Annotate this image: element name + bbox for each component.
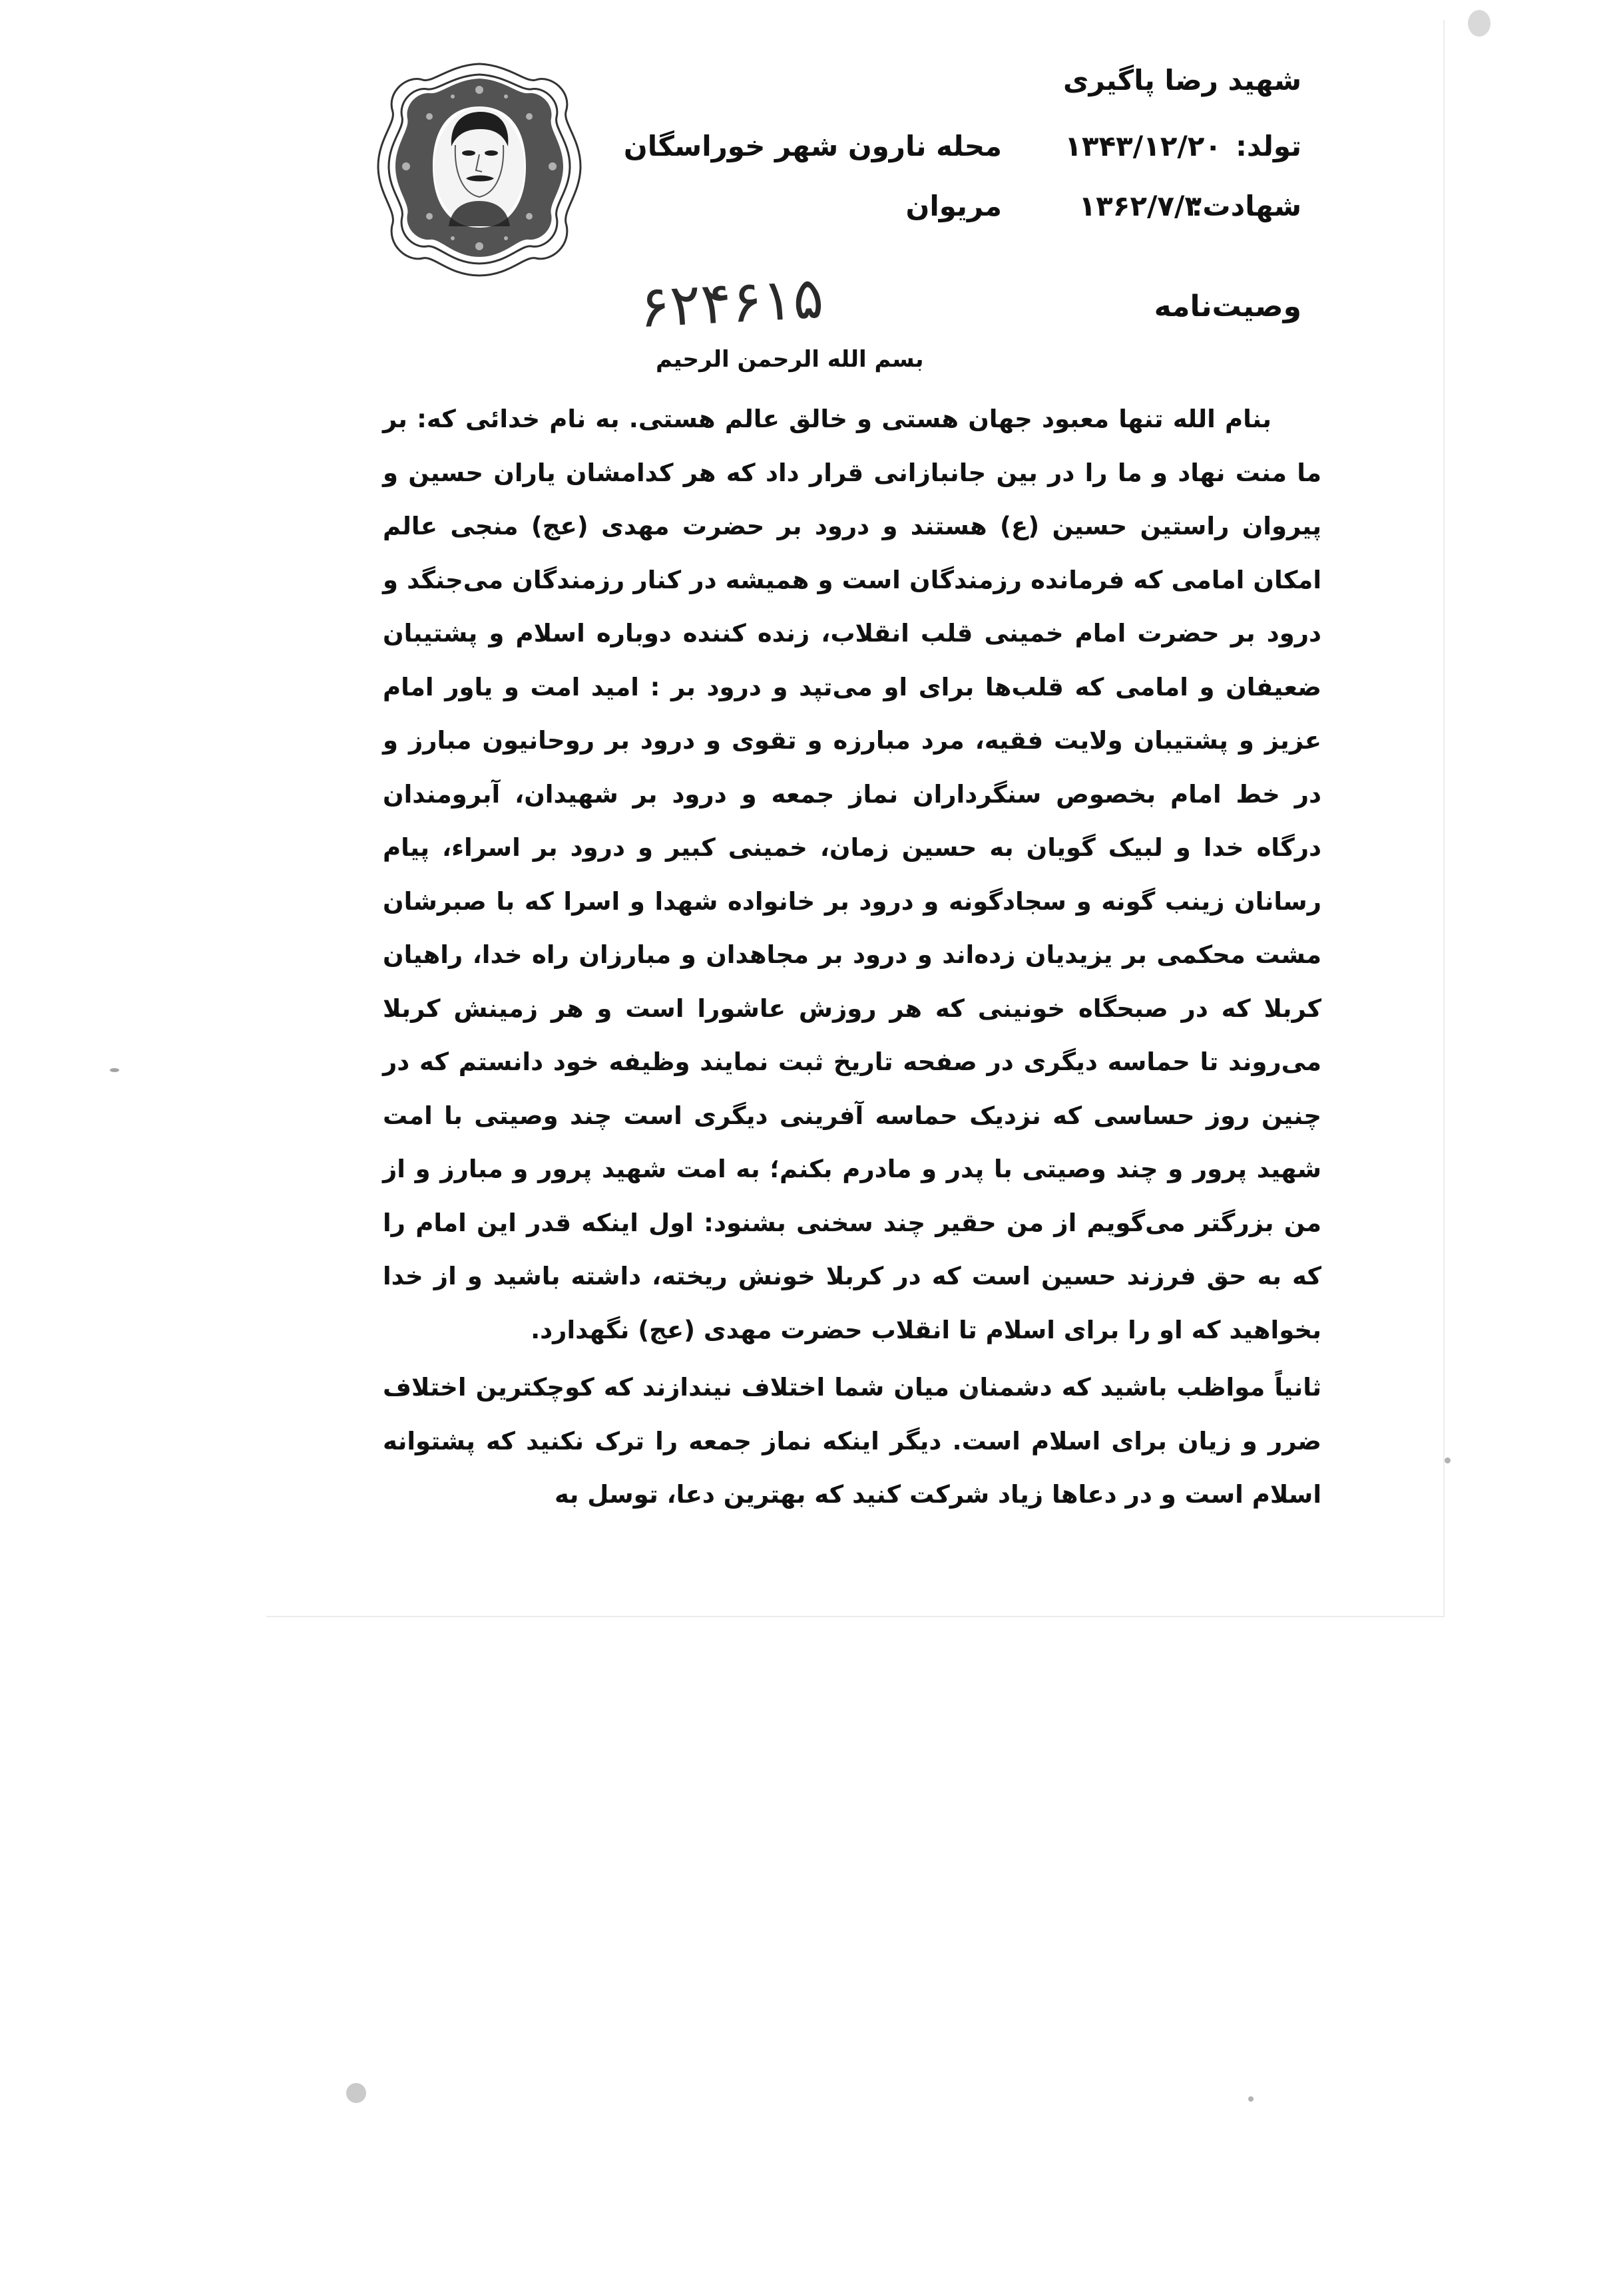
will-title: وصیت‌نامه <box>1154 289 1301 323</box>
martyrdom-date: ۱۳۶۲/۷/۳ <box>1078 190 1202 222</box>
basmala: بسم الله الرحمن الرحیم <box>656 346 924 373</box>
martyr-portrait-frame <box>373 60 586 280</box>
martyr-name: شهید رضا پاگیری <box>1063 64 1301 96</box>
scan-speck <box>1248 2096 1254 2102</box>
handwritten-archive-number: ۶۲۴۶۱۵ <box>637 264 825 341</box>
will-paragraph: ثانیاً مواظب باشید که دشمنان میان شما اختلاف نیندازند که کوچکترین اختلاف ضرر و زیان برای اسلام است. دیگر اینکه نماز جمعه را ترک نکنید که پشتوانه اسلام است و در دعاها زیاد شرکت کنید که بهترین دعا، توسل به <box>383 1373 1321 1509</box>
scan-speck <box>1445 1457 1451 1463</box>
birth-date: ۱۳۴۳/۱۲/۲۰ <box>1064 130 1222 162</box>
scan-speck <box>110 1068 119 1072</box>
birth-label: تولد: <box>1236 130 1301 162</box>
will-body <box>383 393 1321 1522</box>
scan-speck <box>972 1391 977 1396</box>
martyrdom-place: مریوان <box>905 190 1002 222</box>
birth-place: محله نارون شهر خوراسگان <box>623 130 1002 162</box>
scan-speck <box>346 2083 366 2103</box>
will-paragraph: بنام الله تنها معبود جهان هستی و خالق عالم هستی. به نام خدائی که: بر ما منت نهاد و ما را در بین جانبازانی قرار داد که هر کدامشان یاران حسین و پیروان راستین حسین (ع) هستند و درود بر حضرت مهدی (عج) منجی عالم امکان امامی که فرمانده رزمندگان است و همیشه در کنار رزمندگان می‌جنگد و درود بر حضرت امام خمینی قلب انقلاب، زنده کننده دوباره اسلام و پشتیبان ضعیفان و امامی که قلب‌ها برای او می‌تپد و درود بر : امید امت و یاور امام عزیز و پشتیبان ولایت فقیه، مرد مبارزه و تقوی و درود بر روحانیون مبارز و در خط امام بخصوص سنگرداران نماز جمعه و درود بر شهیدان، آبرومندان درگاه خدا و لبیک گویان به حسین زمان، خمینی کبیر و درود بر اسراء، پیام رسانان زینب گونه و سجادگونه و درود بر خانواده شهدا و اسرا که با صبرشان مشت محکمی بر یزیدیان زده‌اند و درود بر مجاهدان و مبارزان راه خدا، راهیان کربلا که در صبحگاه خونینی که هر روزش عاشورا است و هر زمینش کربلا می‌روند تا حماسه دیگری در صفحه تاریخ ثبت نمایند وظیفه خود دانستم که در چنین روز حساسی که نزدیک حماسه آفرینی دیگری است چند وصیتی با امت شهید پرور و چند وصیتی با پدر و مادرم بکنم؛ به امت شهید پرور و مبارز و از من بزرگتر می‌گویم از من حقیر چند سخنی بشنود: اول اینکه قدر این امام را که به حق فرزند حسین است که در کربلا خونش ریخته، داشته باشید و از خدا بخواهید که او را برای اسلام تا انقلاب حضرت مهدی (عج) نگهدارد. <box>383 405 1321 1344</box>
scan-speck <box>1468 10 1491 37</box>
martyrdom-label: شهادت: <box>1191 190 1301 222</box>
martyr-portrait-icon <box>373 60 586 280</box>
